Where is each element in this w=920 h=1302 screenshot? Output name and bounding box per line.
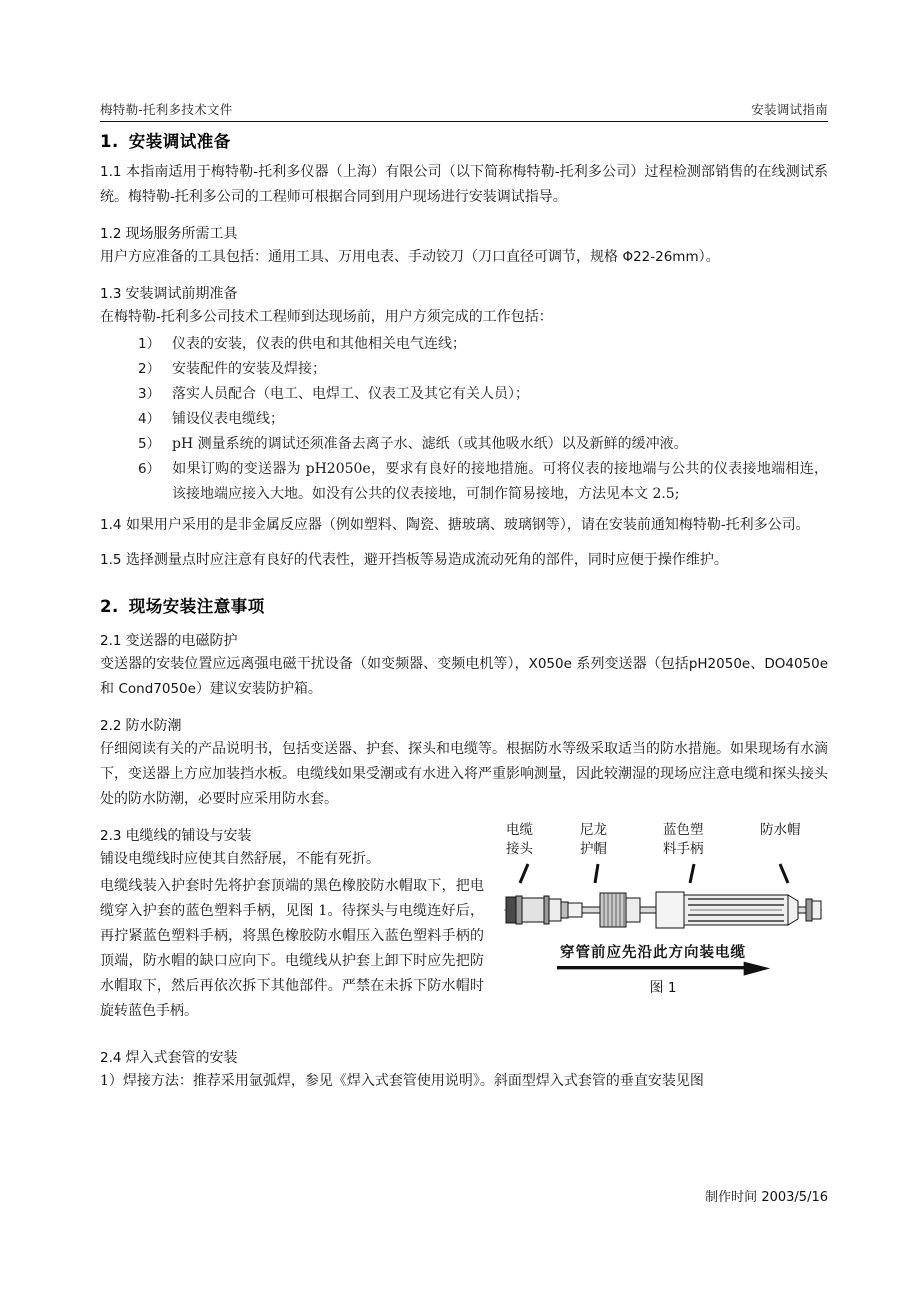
list-marker: 1） [138, 336, 161, 352]
figure-label-nylon-cap-line2: 护帽 [580, 841, 607, 857]
clause-2-4-number: 2.4 [100, 1050, 122, 1066]
clause-2-2-number: 2.2 [100, 718, 122, 734]
clause-2-1-heading [100, 630, 828, 650]
clause-2-1-text-b: 系列变送器（包括 [571, 656, 689, 672]
list-item-text: 落实人员配合（电工、电焊工、仪表工及其它有关人员）； [172, 386, 529, 402]
figure-label-cable-connector-line1: 电缆 [506, 822, 533, 838]
clause-1-5-number: 1.5 [100, 552, 122, 568]
clause-1-4-paragraph [100, 513, 828, 538]
figure-caption-number: 1 [667, 980, 677, 996]
clause-1-2-text-b: ）。 [698, 249, 720, 265]
figure-label-cable-connector-line2: 接头 [506, 841, 533, 857]
list-item [138, 407, 828, 432]
clause-1-3-title: 安装调试前期准备 [125, 286, 238, 302]
clause-2-4-item-1: 1）焊接方法：推荐采用氩弧焊，参见《焊入式套管使用说明》。斜面型焊入式套管的垂直安装见图 [100, 1073, 704, 1089]
clause-1-1-paragraph [100, 160, 828, 210]
list-marker: 3） [138, 386, 161, 402]
footer-date: 2003/5/16 [761, 1190, 828, 1205]
clause-2-3-paragraph-2: 电缆线装入护套时先将护套顶端的黑色橡胶防水帽取下，把电缆穿入护套的蓝色塑料手柄，见图 1。待探头与电缆连好后，再拧紧蓝色塑料手柄，将黑色橡胶防水帽压入蓝色塑料手柄的顶端，防水帽的缺口应向下。电缆线从护套上卸下时应先把防水帽取下，然后再依次拆下其他部件。严禁在未拆下防水帽时旋转蓝色手柄。 [100, 878, 484, 1019]
list-marker: 4） [138, 411, 161, 427]
list-item-text: 如果订购的变送器为 pH2050e，要求有良好的接地措施。可将仪表的接地端与公共的仪表接地端相连，该接地端应接入大地。如没有公共的仪表接地，可制作简易接地，方法见本文 2.5; [172, 461, 828, 502]
footer-label: 制作时间 [705, 1190, 758, 1205]
list-item-text: 铺设仪表电缆线； [172, 411, 284, 427]
figure-1-caption [498, 977, 828, 997]
clause-2-1-paragraph [100, 652, 828, 702]
clause-1-4-number: 1.4 [100, 517, 122, 533]
figure-1-container [498, 821, 828, 1006]
clause-1-3-intro: 在梅特勒-托利多公司技术工程师到达现场前，用户方须完成的工作包括： [100, 309, 553, 325]
page-content [100, 100, 828, 1096]
clause-1-5-paragraph [100, 548, 828, 573]
list-item-text: 仪表的安装，仪表的供电和其他相关电气连线； [172, 336, 466, 352]
list-item-text: pH 测量系统的调试还须准备去离子水、滤纸（或其他吸水纸）以及新鲜的缓冲液。 [172, 436, 688, 452]
clause-2-4-title: 焊入式套管的安装 [125, 1050, 238, 1066]
clause-1-1-text: 本指南适用于梅特勒-托利多仪器（上海）有限公司（以下简称梅特勒-托利多公司）过程检测部销售的在线测试系统。梅特勒-托利多公司的工程师可根据合同到用户现场进行安装调试指导。 [100, 164, 829, 205]
figure-label-waterproof-cap [760, 821, 801, 840]
section-2-number: 2. [100, 597, 119, 616]
clause-1-2-number: 1.2 [100, 226, 122, 242]
clause-2-3-number: 2.3 [100, 828, 122, 844]
header-left-title: 梅特勒-托利多技术文件 [100, 102, 233, 117]
clause-2-4-heading [100, 1047, 828, 1067]
section-2-title: 现场安装注意事项 [128, 597, 265, 616]
reamer-spec: Φ22-26mm [622, 249, 699, 265]
section-1-number: 1. [100, 132, 119, 151]
clause-1-1-number: 1.1 [100, 164, 122, 180]
figure-caption-label: 图 [649, 980, 664, 996]
clause-2-3-region [100, 822, 828, 1034]
figure-label-nylon-cap-line1: 尼龙 [580, 822, 607, 838]
model-cond7050e: Cond7050e [118, 681, 196, 697]
clause-2-3-title: 电缆线的铺设与安装 [125, 828, 252, 844]
model-ph2050e: pH2050e [688, 656, 751, 672]
clause-2-2-paragraph: 仔细阅读有关的产品说明书，包括变送器、护套、探头和电缆等。根据防水等级采取适当的防水措施。如果现场有水滴下，变送器上方应加装挡水板。电缆线如果受潮或有水进入将严重影响测量，因此较潮湿的现场应注意电缆和探头接头处的防水防潮，必要时应采用防水套。 [100, 741, 828, 807]
clause-2-1-title: 变送器的电磁防护 [125, 633, 238, 649]
model-do4050e: DO4050e [764, 656, 829, 672]
list-item [138, 457, 828, 507]
figure-1 [498, 821, 828, 1006]
figure-label-blue-handle [663, 821, 704, 859]
section-1-heading [100, 128, 828, 152]
list-marker: 5） [138, 436, 161, 452]
list-item-text: 安装配件的安装及焊接； [172, 361, 326, 377]
list-item [138, 432, 828, 457]
clause-1-3-number: 1.3 [100, 286, 122, 302]
clause-2-1-number: 2.1 [100, 633, 122, 649]
clause-2-1-text-d: ）建议安装防护箱。 [195, 681, 322, 697]
list-marker: 6） [138, 461, 161, 477]
page-footer [100, 1186, 828, 1205]
list-item [138, 357, 828, 382]
list-marker: 2） [138, 361, 161, 377]
section-2-heading [100, 593, 828, 617]
clause-1-2-text-a: 用户方应准备的工具包括：通用工具、万用电表、手动铰刀（刀口直径可调节，规格 [100, 249, 623, 265]
clause-2-1-text-c: 和 [100, 681, 119, 697]
figure-label-blue-handle-line2: 料手柄 [663, 841, 704, 857]
clause-1-2-heading [100, 223, 828, 243]
header-right-title: 安装调试指南 [751, 102, 828, 117]
probe-assembly-drawing [498, 879, 828, 941]
clause-2-2-heading [100, 715, 828, 735]
section-1-title: 安装调试准备 [128, 132, 231, 151]
clause-1-2-title: 现场服务所需工具 [125, 226, 238, 242]
clause-2-1-sep-1: 、 [750, 656, 765, 672]
figure-arrow-text: 穿管前应先沿此方向装电缆 [560, 944, 746, 961]
clause-1-5-text: 选择测量点时应注意有良好的代表性，避开挡板等易造成流动死角的部件，同时应便于操作维护。 [125, 552, 728, 568]
clause-2-3-paragraph-1: 铺设电缆线时应使其自然舒展，不能有死折。 [100, 851, 380, 867]
figure-label-waterproof-cap-line1: 防水帽 [760, 822, 801, 838]
clause-1-3-heading [100, 283, 828, 303]
figure-label-blue-handle-line1: 蓝色塑 [663, 822, 704, 838]
model-x050e: X050e [528, 656, 572, 672]
figure-label-cable-connector [506, 821, 533, 859]
figure-direction-arrow-row [498, 941, 828, 977]
figure-1-labels [498, 821, 828, 883]
clause-1-2-paragraph [100, 245, 828, 270]
list-item [138, 332, 828, 357]
clause-1-4-text: 如果用户采用的是非金属反应器（例如塑料、陶瓷、搪玻璃、玻璃钢等），请在安装前通知梅特勒-托利多公司。 [125, 517, 810, 533]
preparation-list [100, 332, 828, 507]
clause-2-2-title: 防水防潮 [125, 718, 182, 734]
list-item [138, 382, 828, 407]
figure-label-nylon-cap [580, 821, 607, 859]
clause-2-1-text-a: 变送器的安装位置应远离强电磁干扰设备（如变频器、变频电机等）， [100, 656, 529, 672]
page-header [100, 100, 828, 122]
